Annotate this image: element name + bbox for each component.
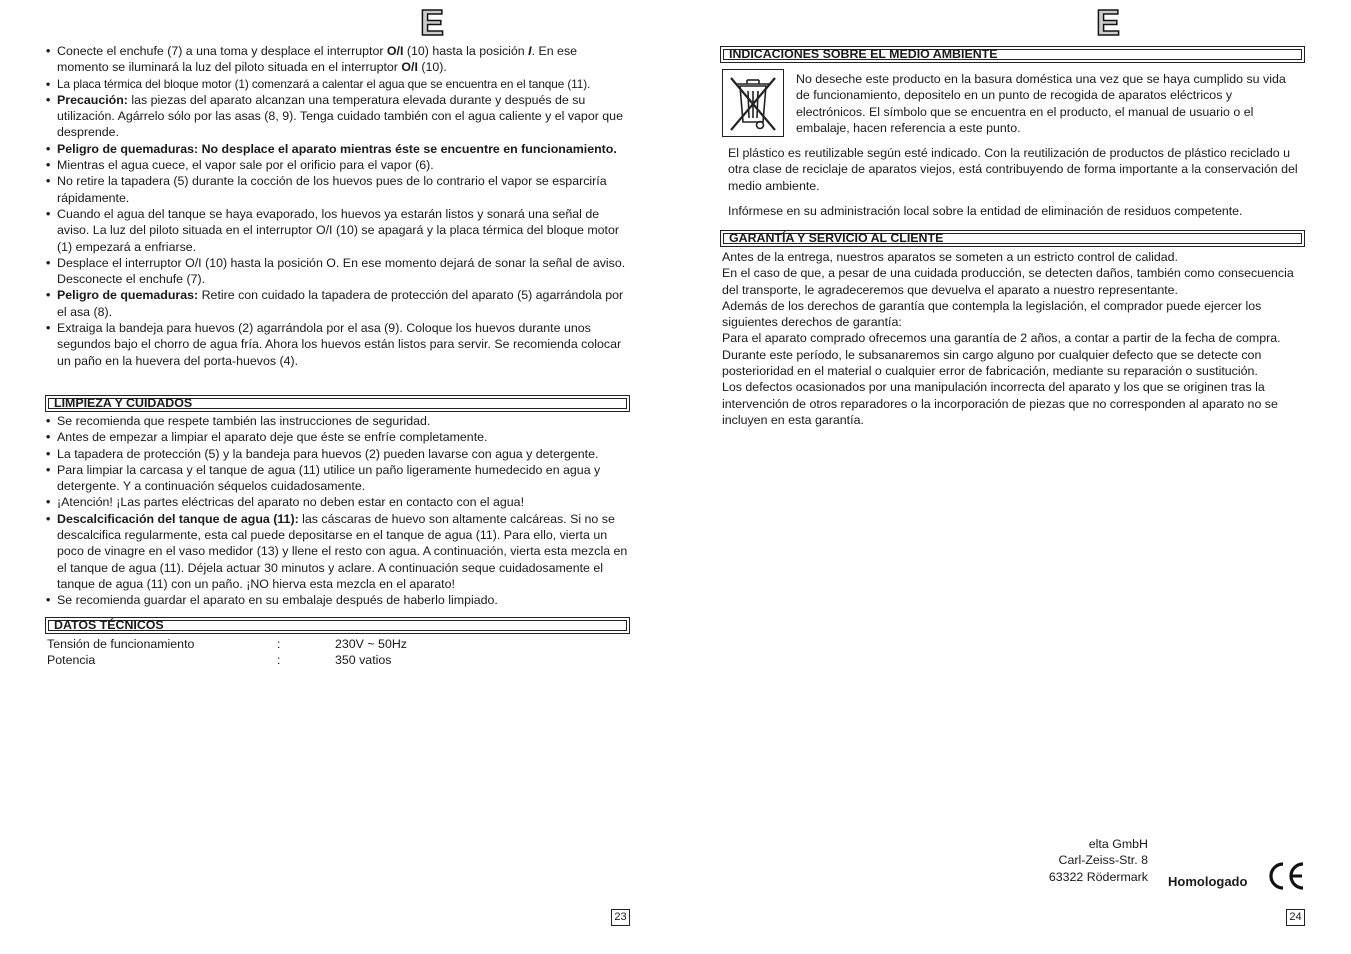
section-title-warranty: GARANTÍA Y SERVICIO AL CLIENTE	[720, 230, 1305, 247]
list-item: • Descalcificación del tanque de agua (11): las cáscaras de huevo son altamente calcáreas. Si no se descalcifica regularmente, esta cal puede depositarse en el tanque de agua (11). Para ello, vierta un poco de vinagre en el vaso medidor (13) y llene el resto con agua. A continuación, vierta esta mezcla en el tanque de agua (11). Déjela actuar 30 minutos y aclare. A continuación seque cuidadosamente el tanque de agua (11) con un paño. ¡NO hierva esta mezcla en el aparato!	[45, 511, 630, 592]
address-line: elta GmbH	[1088, 837, 1148, 851]
address-line: Carl-Zeiss-Str. 8	[1058, 853, 1148, 868]
list-item: • Para limpiar la carcasa y el tanque de agua (11) utilice un paño ligeramente humedecido en agua y detergente. Y a continuación séquelos cuidadosamente.	[45, 462, 630, 495]
table-cell: :	[277, 637, 281, 651]
list-item: • Extraiga la bandeja para huevos (2) agarrándola por el asa (9). Coloque los huevos durante unos segundos bajo el chorro de agua fría. Ahora los huevos están listos para servir. Se recomienda colocar un paño en la huevera del porta-huevos (4).	[45, 320, 630, 369]
table-cell: 350 vatios	[335, 653, 392, 668]
list-item: • Desplace el interruptor O/I (10) hasta la posición O. En ese momento dejará de sonar la señal de aviso. Desconecte el enchufe (7).	[45, 255, 630, 288]
section-title-cleaning: LIMPIEZA Y CUIDADOS	[45, 395, 630, 412]
list-item: • Se recomienda que respete también las instrucciones de seguridad.	[45, 413, 630, 429]
list-item: • Mientras el agua cuece, el vapor sale por el orificio para el vapor (6).	[45, 157, 630, 173]
homologado-label: Homologado	[1168, 874, 1248, 889]
list-item: • Se recomienda guardar el aparato en su embalaje después de haberlo limpiado.	[45, 592, 630, 608]
cleaning-list	[45, 413, 630, 609]
environment-paragraph-3: Infórmese en su administración local sobre la entidad de eliminación de residuos competente.	[728, 204, 1243, 218]
table-cell: :	[277, 653, 281, 668]
list-item: • No retire la tapadera (5) durante la cocción de los huevos pues de lo contrario el vapor se esparciría rápidamente.	[45, 173, 630, 206]
page-number: 23	[611, 909, 630, 926]
section-title-tech: DATOS TÉCNICOS	[45, 617, 630, 634]
list-item: • Antes de empezar a limpiar el aparato deje que éste se enfríe completamente.	[45, 429, 630, 445]
environment-paragraph-2: El plástico es reutilizable según esté indicado. Con la reutilización de productos de plástico reciclado u otra clase de reciclaje de aparatos viejos, está contribuyendo de forma importante a la conservación del medio ambiente.	[728, 146, 1298, 193]
table-cell: Potencia	[47, 653, 96, 668]
list-item: • Conecte el enchufe (7) a una toma y desplace el interruptor O/I (10) hasta la posición I. En ese momento se iluminará la luz del piloto situada en el interruptor O/I (10).	[45, 43, 630, 76]
list-item: • Peligro de quemaduras: No desplace el aparato mientras éste se encuentre en funcionamiento.	[45, 141, 630, 157]
environment-paragraph-1: No deseche este producto en la basura doméstica una vez que se haya cumplido su vida de funcionamiento, depositelo en un punto de recogida de aparatos eléctricos y electrónicos. El símbolo que se encuentra en el producto, el manual de usuario o el embalaje, hacen referencia a este punto.	[796, 72, 1286, 135]
list-item: • La placa térmica del bloque motor (1) comenzará a calentar el agua que se encuentra en el tanque (11).	[45, 76, 630, 92]
list-item: • Precaución: las piezas del aparato alcanzan una temperatura elevada durante y después de su utilización. Agárrelo sólo por las asas (8, 9). Tenga cuidado también con el agua caliente y el vapor que desprende.	[45, 92, 630, 141]
language-mark: E	[1096, 2, 1121, 43]
section-title-environment: INDICACIONES SOBRE EL MEDIO AMBIENTE	[720, 46, 1305, 63]
table-row	[47, 636, 632, 652]
manufacturer-address	[1038, 836, 1148, 885]
table-cell: Tensión de funcionamiento	[47, 637, 195, 651]
address-line: 63322 Rödermark	[1048, 869, 1148, 884]
page-number: 24	[1286, 909, 1305, 926]
warranty-text: Antes de la entrega, nuestros aparatos se someten a un estricto control de calidad. En el caso de que, a pesar de una cuidada producción, se detecten daños, también como consecuencia del transporte, le agradeceremos que devuelva el aparato a nuestro representante. Además de los derechos de garantía que contempla la legislación, el comprador puede ejercer los siguientes derechos de garantía: Para el aparato comprado ofrecemos una garantía de 2 años, a contar a partir de la fecha de compra. Durante este período, le subsanaremos sin cargo alguno por cualquier defecto que se detecte con posterioridad en el material o cualquier error de fabricación, mediante su reparación o sustitución. Los defectos ocasionados por una manipulación incorrecta del aparato y los que se originen tras la intervención de otros reparadores o la incorporación de piezas que no corresponden al aparato no se incluyen en esta garantía.	[722, 250, 1294, 427]
ce-mark-icon	[1265, 860, 1305, 897]
table-cell: 230V ~ 50Hz	[335, 637, 407, 651]
list-item: • ¡Atención! ¡Las partes eléctricas del aparato no deben estar en contacto con el agua!	[45, 494, 630, 510]
table-row	[47, 652, 632, 668]
instructions-list	[45, 43, 630, 369]
language-mark: E	[420, 2, 445, 43]
list-item: • Cuando el agua del tanque se haya evaporado, los huevos ya estarán listos y sonará una señal de aviso. La luz del piloto situada en el interruptor O/I (10) se apagará y la placa térmica del bloque motor (1) empezará a enfriarse.	[45, 206, 630, 255]
tech-data-table	[47, 636, 632, 669]
list-item: • Peligro de quemaduras: Retire con cuidado la tapadera de protección del aparato (5) agarrándola por el asa (8).	[45, 287, 630, 320]
crossed-out-wheelie-bin-icon	[722, 69, 784, 137]
list-item: • La tapadera de protección (5) y la bandeja para huevos (2) pueden lavarse con agua y detergente.	[45, 446, 630, 462]
